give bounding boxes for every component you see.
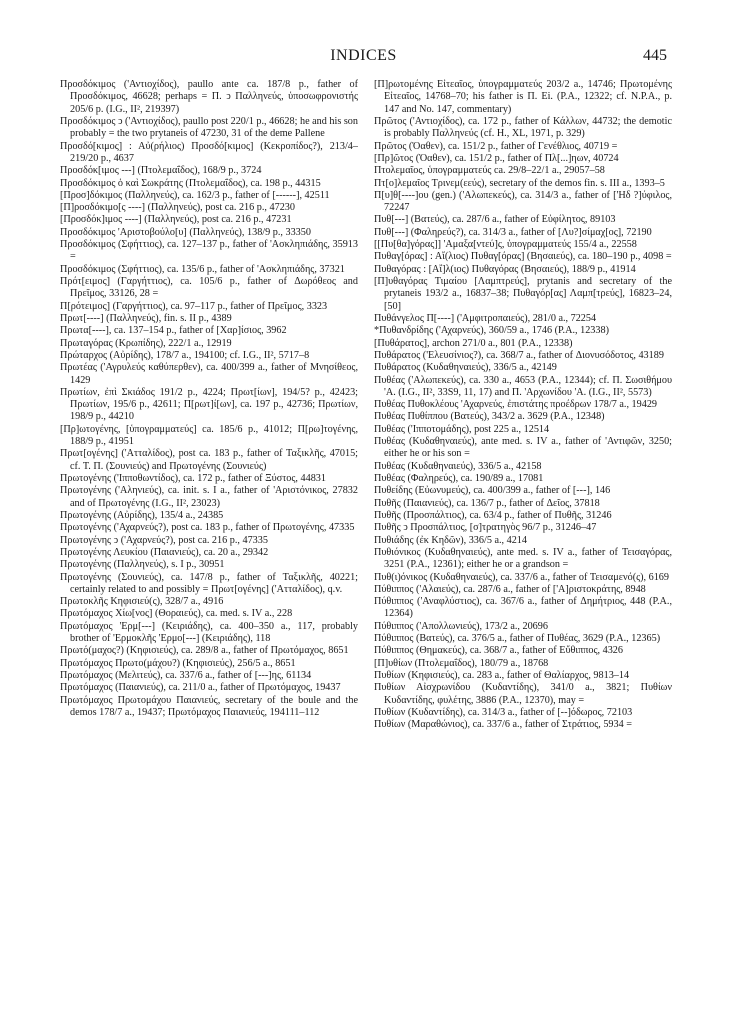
index-entry: Προσδόκιμος ͻ ('Αντιοχίδος), paullo post 220/1 p., 46628; he and his son probably = the two prytaneis of 47230, 31 of the deme Pallene (60, 115, 358, 140)
index-entry: Πύθιππος ('Αλαιεύς), ca. 287/6 a., father of ['Α]ριστοκράτης, 8948 (374, 583, 646, 595)
index-entry: Πρωτ[----] (Παλληνεύς), fin. s. II p., 4389 (60, 312, 232, 324)
index-entry: Πρωτόμαχος (Παιανιεύς), ca. 211/0 a., father of Πρωτόμαχος, 19437 (60, 682, 341, 694)
index-entry: Πυθαγόρας : [Αἴ]λ(ιος) Πυθαγόρας (Βησαιεύς), 188/9 p., 41914 (374, 263, 636, 275)
index-entry: Πρῶτος (Ὀαθεν), ca. 151/2 p., father of Γενέθλιος, 40719 = (374, 140, 618, 152)
index-entry: Πρωτόμαχος Χίω[νος] (Θοραιεύς), ca. med. s. IV a., 228 (60, 608, 293, 620)
page-number: 445 (643, 47, 667, 64)
index-entry: Προσδόκιμος 'Αριστοβούλο[υ] (Παλληνεύς), 138/9 p., 33350 (60, 226, 311, 238)
index-entry: Πυθίων (Μαραθώνιος), ca. 337/6 a., father of Στράτιος, 5934 = (374, 719, 633, 731)
index-entry: Πρωτόμαχος Πρωτομάχου Παιανιεύς, secretary of the boule and the demos 178/7 a., 19437; Πρωτόμαχος Παιανιεύς, 194111–112 (60, 694, 358, 718)
index-entry: Πυθίων (Κυδαντίδης), ca. 314/3 a., father of [--]όδωρος, 72103 (374, 706, 633, 718)
index-entry: [Πυθάρατος], archon 271/0 a., 801 (P.A., 12338) (374, 337, 573, 349)
index-entry: Πρωτογένης Λευκίου (Παιανιεύς), ca. 20 a., 29342 (60, 546, 269, 558)
index-entry: Πυθάνγελος Π[----] ('Αμφιτροπαιεύς), 281/0 a., 72254 (374, 312, 597, 324)
index-entry: Πτολεμαῖος, ὑπογραμματεύς ca. 29/8–22/1 a., 29057–58 (374, 165, 605, 177)
index-entry: [Πρ]ῶτος (Ὀαθεν), ca. 151/2 p., father of Πλ[...]ηων, 40724 (374, 152, 619, 164)
index-entry: Πτ[ο]λεμαῖος Τρινεμ(εεύς), secretary of the demos fin. s. III a., 1393–5 (374, 177, 665, 189)
index-entry: Πυθιάδης (ἐκ Κηδῶν), 336/5 a., 4214 (374, 534, 527, 546)
index-entry: Πυθίων (Κηφισιεύς), ca. 283 a., father of Θαλίαρχος, 9813–14 (374, 670, 630, 681)
index-entry: [Π]υθαγόρας Τιμαίου [Λαμπτρεύς], prytanis and secretary of the prytaneis 193/2 a., 16837–38; Πυθαγόρ[ας] Λαμπ[τρεύς], 16823–24, [50] (374, 276, 672, 312)
index-entry: Πυθέας (Κυδαθηναιεύς), 336/5 a., 42158 (374, 460, 542, 472)
index-entry: Πρωτ[ογένης] ('Ατταλίδος), post ca. 183 p., father of Ταξικλῆς, 47015; cf. T. Π. (Σουνιεύς) and Πρωτογένης (Σουνιεύς) (60, 448, 358, 472)
index-entry: Πυθ(ι)όνικος (Κυδαθηναιεύς), ca. 337/6 a., father of Τεισαμενό(ς), 6169 (374, 571, 669, 583)
index-entry: Πυθέας Πυθοκλέους 'Αχαρνεύς, ἐπιστάτης προέδρων 178/7 a., 19429 (374, 399, 658, 411)
running-title: INDICES (330, 47, 397, 64)
index-entry: Πρωτογένης (Αὐρίδης), 135/4 a., 24385 (60, 509, 224, 521)
index-entry: Πρωταγόρας (Κρωπίδης), 222/1 a., 12919 (60, 337, 232, 349)
index-entry: Πρωτογένης ('Αχαρνεύς?), post ca. 183 p., father of Πρωτογένης, 47335 (60, 522, 355, 534)
index-entry: Προσδόκιμος (Σφήττιος), ca. 127–137 p., father of 'Ασκληπιάδης, 35913 = (60, 239, 358, 263)
index-entry: Πυθῆς (Προσπάλτιος), ca. 63/4 p., father of Πυθῆς, 31246 (374, 509, 612, 521)
index-entry: Πυθιόνικος (Κυδαθηναιεύς), ante med. s. IV a., father of Τεισαγόρας, 3251 (P.A., 12361); either he or a grandson = (374, 546, 672, 571)
index-entry: Π[ρότειμος] (Γαργήττιος), ca. 97–117 p., father of Πρεῖμος, 3323 (60, 300, 328, 312)
index-entry: *Πυθανδρίδης ('Αχαρνεύς), 360/59 a., 1746 (P.A., 12338) (374, 325, 609, 337)
index-entry: Πυθ[---] (Βατεύς), ca. 287/6 a., father of Εὐφίλητος, 89103 (374, 214, 616, 226)
index-entry: Προσδό[κιμος] : Αὐ(ρήλιος) Προσδό[κιμος] (Κεκροπίδος?), 213/4–219/20 p., 4637 (60, 140, 358, 164)
index-entry: Πρωτίων, ἐπὶ Σκιάδος 191/2 p., 4224; Πρωτ[ίων], 194/5? p., 42423; Πρωτίων, 195/6 p., 42611; Π[ρωτ]ί[ων], ca. 197 p., 42736; Πρωτίων, 198/9 p., 44210 (60, 386, 358, 423)
index-entry: Προσδόκιμος (Σφήττιος), ca. 135/6 p., father of 'Ασκληπιάδης, 37321 (60, 263, 345, 275)
index-entry: Πυθῆς (Παιανιεύς), ca. 136/7 p., father of Δεῖος, 37818 (374, 497, 600, 509)
index-entry: Πυθέας Πυθίππου (Βατεύς), 343/2 a. 3629 (P.A., 12348) (374, 411, 605, 423)
running-header (60, 47, 667, 67)
index-entry: Πυθέας ('Αλωπεκεύς), ca. 330 a., 4653 (P.A., 12344); cf. Π. Σωσιθήμου 'Α. (I.G., II², 33S9, 11, 17) and Π. 'Αρχωνίδου 'Α. (I.G., II², 5573) (374, 374, 672, 398)
right-column (374, 79, 672, 1014)
left-column (60, 79, 358, 1014)
index-entry: Πρωτόμαχος (Μελιτεύς), ca. 337/6 a., father of [---]ης, 61134 (60, 670, 312, 681)
index-entry: Πυθέας ('Ιπποτομάδης), post 225 a., 12514 (374, 423, 550, 435)
index-entry: [Προσδόκ]ιμος ----] (Παλληνεύς), post ca. 216 p., 47231 (60, 214, 292, 226)
index-entry: Προσδόκιμος ('Αντιοχίδος), paullo ante ca. 187/8 p., father of Προσδόκιμος, 46628; perhaps = Π. ͻ Παλληνεύς, ὑποσωφρονιστής 205/6 p. (I.G., II², 219397) (60, 79, 358, 115)
index-entry: Πρωτοκλῆς Κηφισιεύ(ς), 328/7 a., 4916 (60, 596, 224, 608)
index-entry: Πυθ[---] (Φαληρεύς?), ca. 314/3 a., father of [Λυ?]σίμαχ[ος], 72190 (374, 226, 652, 238)
index-entry: Π[υ]θ[----]ου (gen.) ('Αλωπεκεύς), ca. 314/3 a., father of ['Ηδ ?]ύφιλος, 72247 (374, 189, 672, 214)
index-entry: [Πρ]ωτογένης, [ὑπογραμματεύς] ca. 185/6 p., 41012; Π[ρω]τογένης, 188/9 p., 41951 (60, 423, 358, 448)
index-entry: Πύθιππος ('Απολλωνιεύς), 173/2 a., 20696 (374, 620, 548, 632)
index-entry: Πρωτα[----], ca. 137–154 p., father of [Χαρ]ίσιος, 3962 (60, 325, 287, 337)
index-entry: Πρῶτος ('Αντιοχίδος), ca. 172 p., father of Κάλλων, 44732; the demotic is probably Παλληνεύς (cf. H., XL, 1971, p. 329) (374, 115, 672, 140)
index-entry: Πρωτόμαχος Πρωτο(μάχου?) (Κηφισιεύς), 256/5 a., 8651 (60, 657, 296, 669)
index-entry: [Προσ]δόκιμος (Παλληνεύς), ca. 162/3 p., father of [------], 42511 (60, 189, 330, 201)
index-entry: Πρωτογένης ('Αληνιεύς), ca. init. s. I a., father of 'Αριστόνικος, 27832 and of Πρωτογένης (I.G., II², 23023) (60, 485, 358, 509)
index-entry: [Π]ρωτομένης Εἰτεαῖος, ὑπογραμματεύς 203/2 a., 14746; Πρωτομένης Εἰτεαῖος, 14768–70; his father is Π. Ei. (P.A., 12322; cf. N.P.A., p. 147 and No. 147, commentary) (374, 79, 672, 115)
index-entry: Προσδόκ[ιμος ---] (Πτολεμαΐδος), 168/9 p., 3724 (60, 165, 262, 177)
index-entry: [Π]υθίων (Πτολεμαΐδος), 180/79 a., 18768 (374, 657, 549, 669)
index-entry: Προσδόκιμος ὁ καὶ Σωκράτης (Πτολεμαΐδος), ca. 198 p., 44315 (60, 177, 321, 189)
index-entry: Πυθέας (Φαληρεύς), ca. 190/89 a., 17081 (374, 473, 544, 484)
index-entry: Πυθείδης (Εὐωνυμεύς), ca. 400/399 a., father of [---], 146 (374, 485, 611, 497)
index-entry: Πρώταρχος (Αὐρίδης), 178/7 a., 194100; cf. I.G., II², 5717–8 (60, 349, 310, 361)
index-entry: Πρωτό(μαχος?) (Κηφισιεύς), ca. 289/8 a., father of Πρωτόμαχος, 8651 (60, 645, 349, 657)
index-entry: Πυθαγ[όρας] : Αἴ(λιος) Πυθαγ[όρας] (Βησαιεύς), ca. 180–190 p., 4098 = (374, 251, 672, 263)
index-entry: Πρωτόμαχος 'Ερμ[---] (Κειριάδης), ca. 400–350 a., 117, probably brother of 'Ερμοκλῆς 'Ερμο[---] (Κειριάδης), 118 (60, 620, 358, 645)
index-entry: Πρωτογένης ͻ ('Αχαρνεύς?), post ca. 216 p., 47335 (60, 534, 268, 546)
index-entry: [[Πυ[θα]γόρας]] 'Αμαξα[ντεύ]ς, ὑπογραμματεύς 155/4 a., 22558 (374, 239, 637, 251)
index-entry: Πυθίων Αἰσχρωνίδου (Κυδαντίδης), 341/0 a., 3821; Πυθίων Κυδαντίδης, φυλέτης, 3886 (P.A., 12370), may = (374, 682, 672, 706)
index-entry: Πυθάρατος ('Ελευσίνιος?), ca. 368/7 a., father of Διονυσόδοτος, 43189 (374, 349, 664, 361)
index-entry: Πρωτογένης (Σουνιεύς), ca. 147/8 p., father of Ταξικλῆς, 40221; certainly related to and possibly = Πρωτ[ογένης] ('Ατταλίδος), q.v. (60, 571, 358, 595)
index-entry: Πυθάρατος (Κυδαθηναιεύς), 336/5 a., 42149 (374, 362, 557, 374)
index-entry: Πύθιππος (Θημακεύς), ca. 368/7 a., father of Εὔθιππος, 4326 (374, 645, 623, 657)
index-entry: [Π]ροσδόκιμο[ς ----] (Παλληνεύς), post ca. 216 p., 47230 (60, 202, 295, 214)
index-columns (60, 79, 672, 1014)
index-entry: Πρωτέας ('Αγρυλεύς καθύπερθεν), ca. 400/399 a., father of Μνησίθεος, 1429 (60, 362, 358, 386)
index-entry: Πυθῆς ͻ Προσπάλτιος, [σ]τρατηγὸς 96/7 p., 31246–47 (374, 522, 597, 534)
index-entry: Πύθιππος (Βατεύς), ca. 376/5 a., father of Πυθέας, 3629 (P.A., 12365) (374, 633, 661, 645)
index-entry: Πυθέας (Κυδαθηναιεύς), ante med. s. IV a., father of 'Αντιφῶν, 3250; either he or his son = (374, 436, 672, 460)
index-entry: Πρότ[ειμος] (Γαργήττιος), ca. 105/6 p., father of Δωρόθεος and Πρεῖμος, 33126, 28 = (60, 276, 358, 300)
index-entry: Πρωτογένης ('Ιπποθωντίδος), ca. 172 p., father of Ξύστος, 44831 (60, 473, 326, 484)
index-entry: Πύθιππος ('Αναφλύστιος), ca. 367/6 a., father of Δημήτριος, 448 (P.A., 12364) (374, 596, 672, 620)
index-entry: Πρωτογένης (Παλληνεύς), s. I p., 30951 (60, 559, 225, 571)
